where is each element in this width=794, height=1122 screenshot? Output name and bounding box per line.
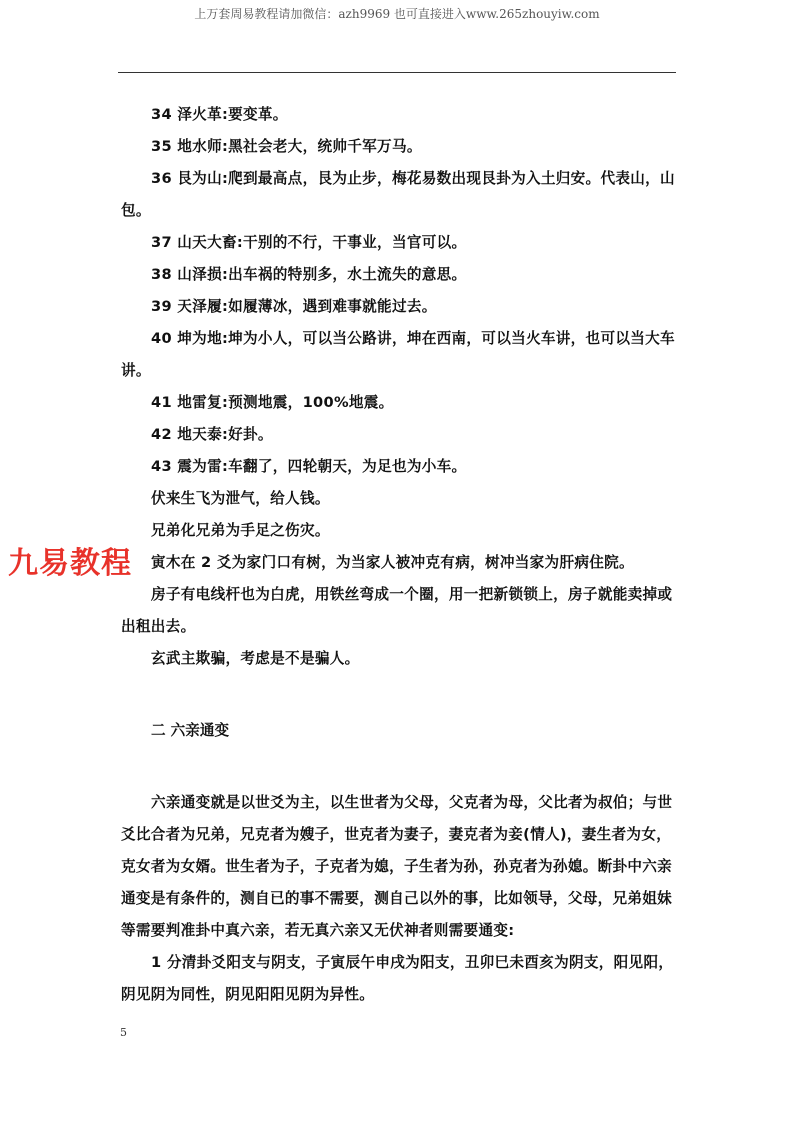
document-body [121, 99, 677, 1011]
spacer [121, 675, 677, 715]
page-number: 5 [120, 1026, 127, 1039]
paragraph-42: 42 地天泰:好卦。 [151, 426, 273, 443]
header-divider [118, 72, 676, 73]
paragraph-36: 36 艮为山:爬到最高点，艮为止步，梅花易数出现艮卦为入土归安。代表山，山包。 [121, 170, 675, 219]
paragraph-38: 38 山泽损:出车祸的特别多，水土流失的意思。 [151, 266, 467, 283]
spacer [121, 747, 677, 787]
paragraph-37: 37 山天大畜:干别的不行，干事业，当官可以。 [151, 234, 467, 251]
paragraph-39: 39 天泽履:如履薄冰，遇到难事就能过去。 [151, 298, 437, 315]
paragraph-fu-lai: 伏来生飞为泄气，给人钱。 [151, 490, 330, 507]
paragraph-xiong-di: 兄弟化兄弟为手足之伤灾。 [151, 522, 330, 539]
paragraph-41: 41 地雷复:预测地震，100%地震。 [151, 394, 394, 411]
paragraph-yin-yang: 1 分清卦爻阳支与阴支，子寅辰午申戌为阳支，丑卯巳未酉亥为阴支，阳见阳，阴见阴为同性，阴见阳阳见阴为异性。 [121, 954, 674, 1003]
paragraph-43: 43 震为雷:车翻了，四轮朝天，为足也为小车。 [151, 458, 467, 475]
paragraph-liu-qin: 六亲通变就是以世爻为主，以生世者为父母，父克者为母，父比者为叔伯；与世爻比合者为兄弟，兄克者为嫂子，世克者为妻子，妻克者为妾(情人)，妻生者为女，克女者为女婿。世生者为子，子克者为媳，子生者为孙，孙克者为孙媳。断卦中六亲通变是有条件的，测自已的事不需要，测自己以外的事，比如领导，父母，兄弟姐妹等需要判准卦中真六亲，若无真六亲又无伏神者则需要通变: [121, 794, 673, 939]
paragraph-yin-mu: 寅木在 2 爻为家门口有树，为当家人被冲克有病，树冲当家为肝病住院。 [151, 554, 634, 571]
paragraph-fang-zi: 房子有电线杆也为白虎，用铁丝弯成一个圈，用一把新锁锁上，房子就能卖掉或出租出去。 [121, 586, 673, 635]
paragraph-35: 35 地水师:黑社会老大，统帅千军万马。 [151, 138, 422, 155]
section-heading: 二 六亲通变 [151, 722, 230, 739]
watermark-logo: 九易教程 [8, 546, 132, 581]
paragraph-40: 40 坤为地:坤为小人，可以当公路讲，坤在西南，可以当火车讲，也可以当大车讲。 [121, 330, 675, 379]
page-header: 上万套周易教程请加微信：azh9969 也可直接进入www.265zhouyiw.com [194, 7, 600, 21]
paragraph-xuan-wu: 玄武主欺骗，考虑是不是骗人。 [151, 650, 360, 667]
paragraph-34: 34 泽火革:要变革。 [151, 106, 288, 123]
